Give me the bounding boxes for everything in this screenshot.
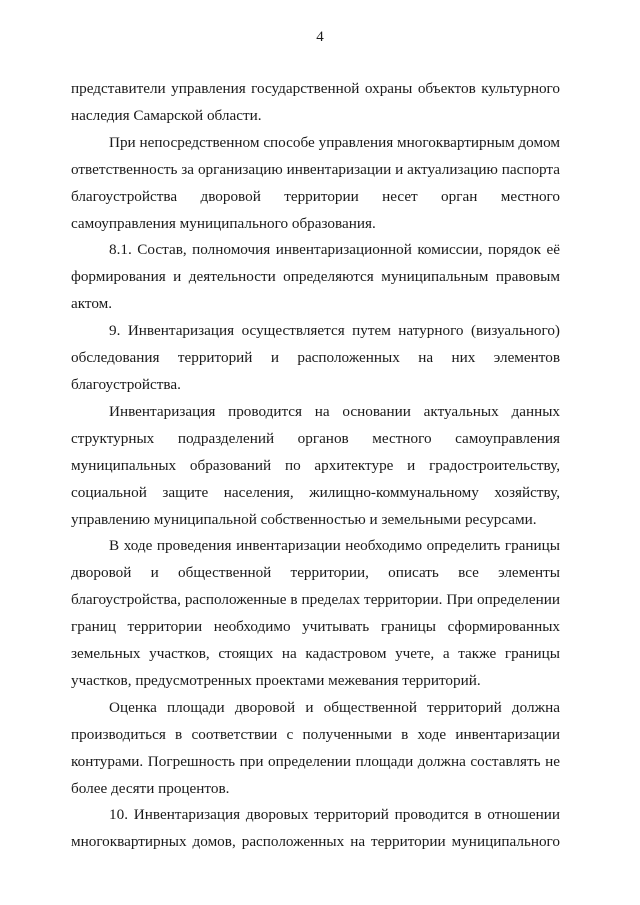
- paragraph: [71, 76, 560, 130]
- text-line: многоквартирных домов, расположенных на территории муниципального: [71, 833, 560, 851]
- text-line: муниципальных образований по архитектуре и градостроительству,: [71, 456, 560, 474]
- text-line: производиться в соответствии с полученными в ходе инвентаризации: [71, 725, 560, 743]
- text-line: благоустройства дворовой территории несет орган местного: [71, 187, 560, 205]
- text-line: социальной защите населения, жилищно-коммунальному хозяйству,: [71, 483, 560, 501]
- text-line: наследия Самарской области.: [71, 106, 262, 124]
- text-line: ответственность за организацию инвентаризации и актуализацию паспорта: [71, 160, 560, 178]
- text-line: более десяти процентов.: [71, 779, 230, 797]
- paragraph: [71, 237, 560, 318]
- paragraph: [71, 130, 560, 238]
- paragraph: [71, 399, 560, 534]
- text-line: благоустройства.: [71, 375, 181, 393]
- text-line: формирования и деятельности определяются муниципальным правовым: [71, 268, 560, 286]
- text-line: Оценка площади дворовой и общественной территорий должна: [109, 698, 560, 716]
- text-line: земельных участков, стоящих на кадастровом учете, а также границы: [71, 645, 560, 663]
- text-line: благоустройства, расположенные в пределах территории. При определении: [71, 591, 560, 609]
- text-line: самоуправления муниципального образования.: [71, 214, 376, 232]
- paragraph: [71, 533, 560, 694]
- document-body: [71, 76, 560, 856]
- text-line: актом.: [71, 295, 113, 313]
- text-line: 10. Инвентаризация дворовых территорий проводится в отношении: [109, 806, 560, 824]
- text-line: В ходе проведения инвентаризации необходимо определить границы: [109, 537, 560, 555]
- text-line: представители управления государственной охраны объектов культурного: [71, 80, 560, 97]
- text-line: структурных подразделений органов местного самоуправления: [71, 429, 560, 447]
- text-line: управлению муниципальной собственностью и земельными ресурсами.: [71, 510, 537, 528]
- text-line: контурами. Погрешность при определении площади должна составлять не: [71, 752, 560, 770]
- text-line: При непосредственном способе управления многоквартирным домом: [109, 133, 560, 151]
- text-line: дворовой и общественной территории, описать все элементы: [71, 564, 560, 582]
- text-line: участков, предусмотренных проектами межевания территорий.: [71, 671, 481, 689]
- text-line: 8.1. Состав, полномочия инвентаризационной комиссии, порядок её: [109, 241, 560, 259]
- text-line: границ территории необходимо учитывать границы сформированных: [71, 618, 560, 636]
- paragraph: [71, 695, 560, 803]
- paragraph: [71, 318, 560, 399]
- text-line: Инвентаризация проводится на основании актуальных данных: [109, 402, 560, 420]
- text-line: обследования территорий и расположенных на них элементов: [71, 349, 560, 367]
- text-line: 9. Инвентаризация осуществляется путем натурного (визуального): [109, 322, 560, 340]
- page-number: 4: [316, 29, 324, 45]
- paragraph: [71, 802, 560, 856]
